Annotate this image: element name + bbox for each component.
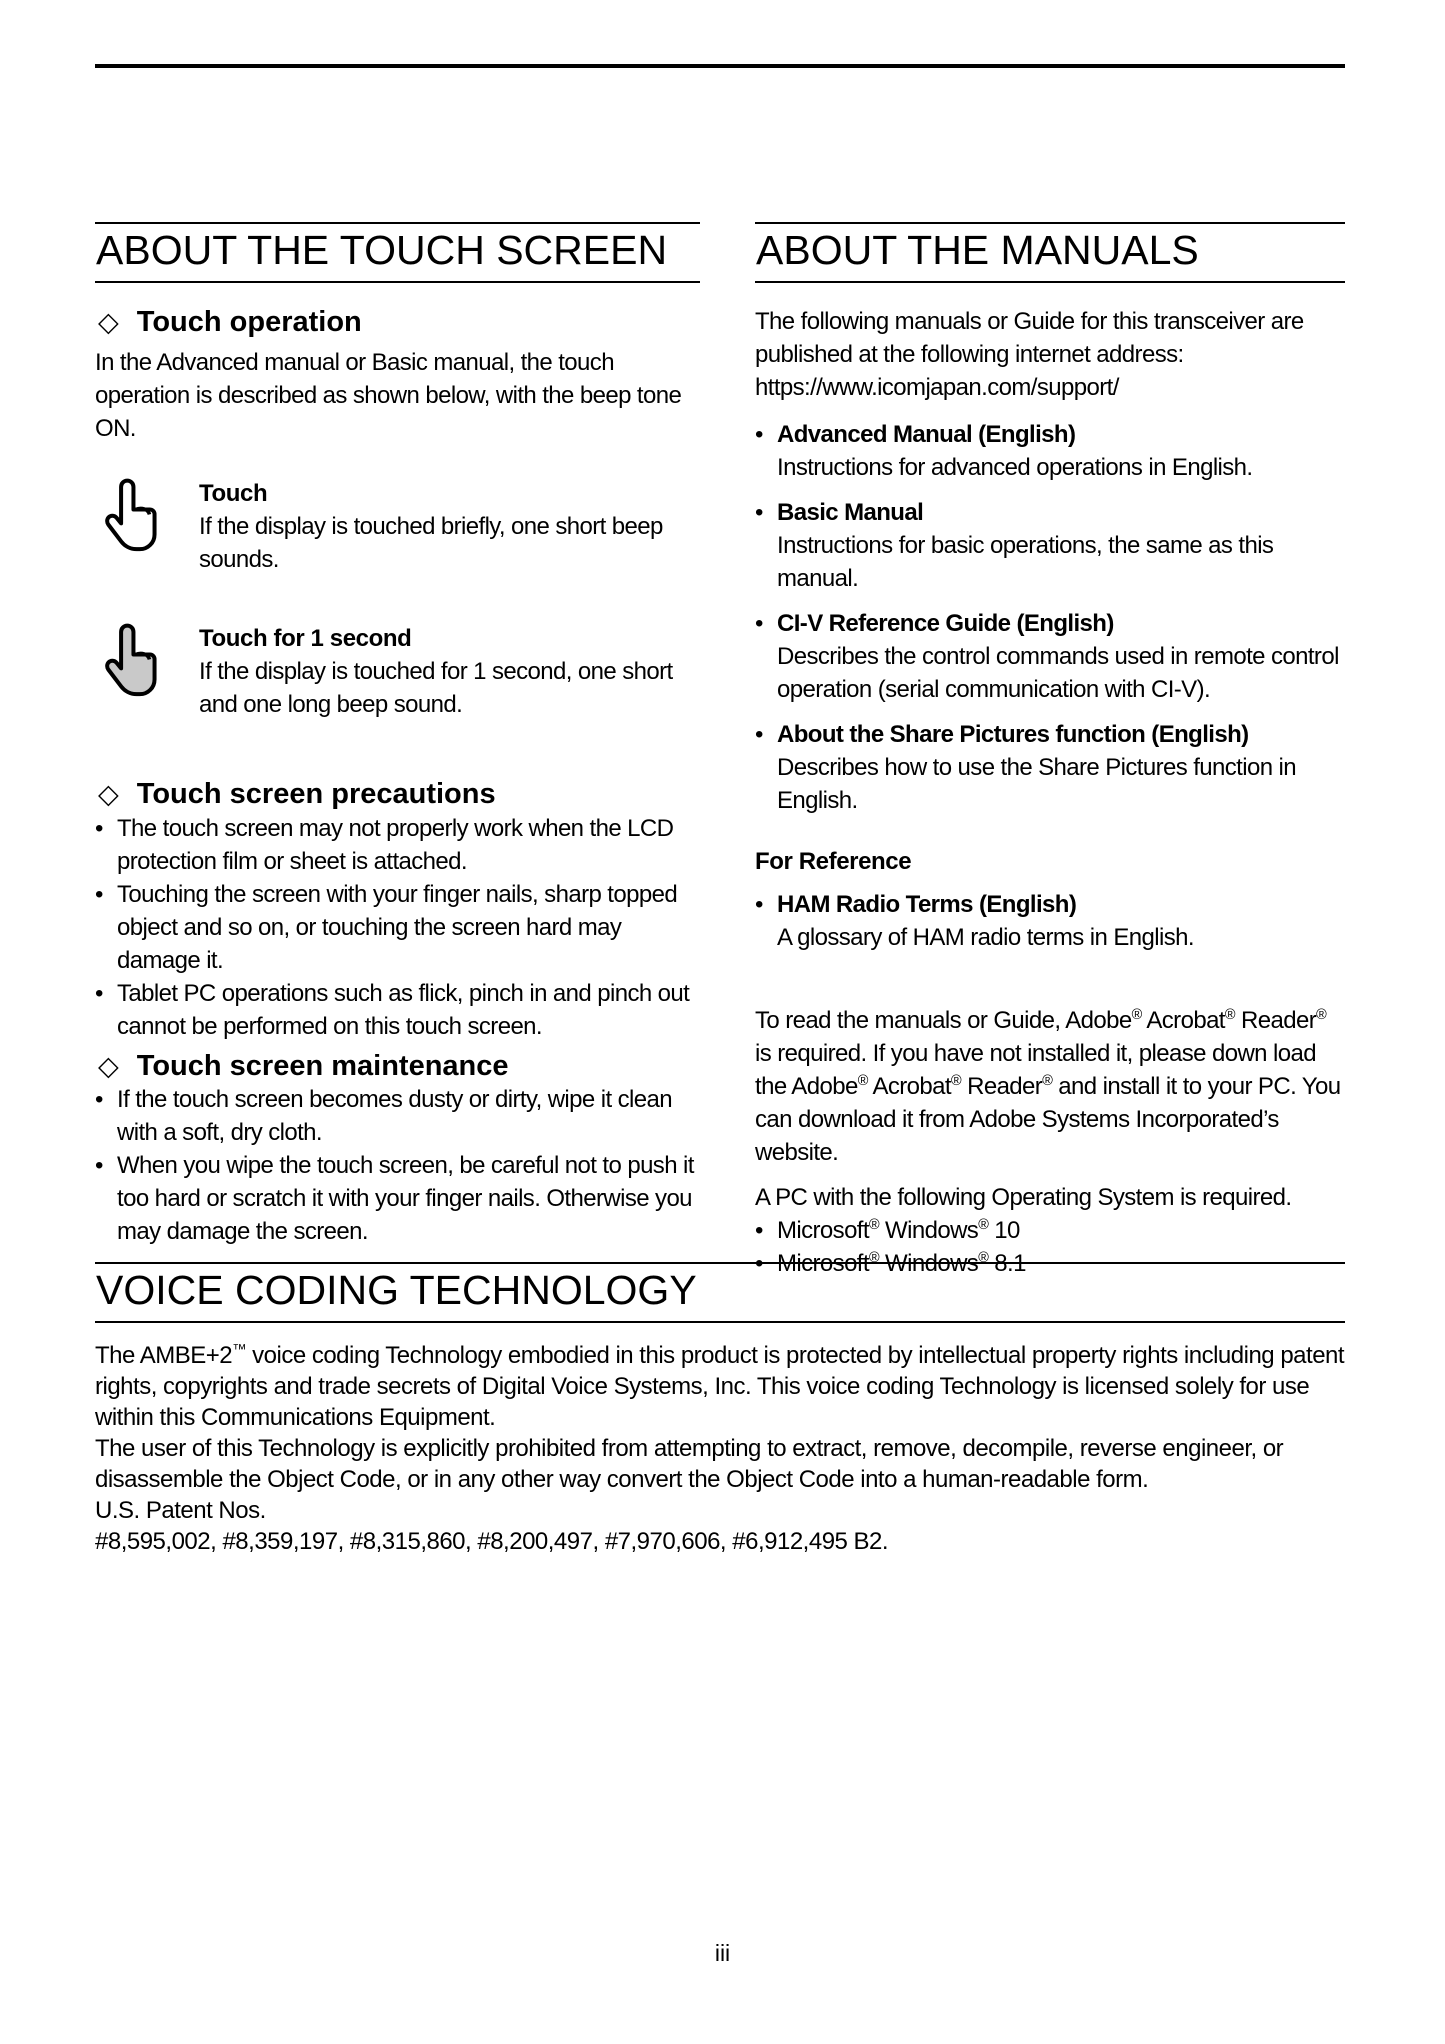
manuals-section xyxy=(755,222,1345,1280)
bullet-item xyxy=(95,1149,700,1248)
bullet-text: When you wipe the touch screen, be careful not to push it too hard or scratch it with your finger nails. Otherwise you may damage the screen. xyxy=(117,1152,694,1246)
manual-item xyxy=(755,718,1345,817)
voice-coding-paragraphs xyxy=(95,1340,1345,1557)
voice-coding-section xyxy=(95,1262,1345,1557)
touch-item xyxy=(95,477,700,576)
bullet-text: If the touch screen becomes dusty or dirty, wipe it clean with a soft, dry cloth. xyxy=(117,1086,672,1147)
os-item xyxy=(755,1214,1345,1247)
section-title-manuals: ABOUT THE MANUALS xyxy=(755,222,1345,283)
manuals-intro: The following manuals or Guide for this transceiver are published at the following internet address: xyxy=(755,307,1304,368)
touch-maintenance-heading xyxy=(95,1049,700,1084)
touch-maintenance-heading-label: Touch screen maintenance xyxy=(136,1049,509,1082)
os-item-text: Microsoft® Windows® 10 xyxy=(777,1216,1020,1244)
touch-operation-intro: In the Advanced manual or Basic manual, the touch operation is described as shown below, with the beep tone ON. xyxy=(95,348,682,442)
os-item-text: Microsoft® Windows® 8.1 xyxy=(777,1249,1026,1277)
bullet-marker: • xyxy=(755,420,763,448)
manual-desc: Describes how to use the Share Pictures function in English. xyxy=(777,753,1297,814)
bullet-marker: • xyxy=(95,880,103,908)
bullet-text: The touch screen may not properly work when the LCD protection film or sheet is attached. xyxy=(117,814,674,875)
bullet-marker: • xyxy=(755,1216,763,1244)
page-top-rule xyxy=(95,64,1345,68)
two-column-area xyxy=(95,222,1345,1280)
adobe-reader-note: To read the manuals or Guide, Adobe® Acrobat® Reader® is required. If you have not installed it, please down load the Adobe® Acrobat® Reader® and install it to your PC. You can download it from Adobe Systems Incorporated’s website. xyxy=(755,1006,1341,1166)
bullet-marker: • xyxy=(755,890,763,918)
voice-paragraph: #8,595,002, #8,359,197, #8,315,860, #8,200,497, #7,970,606, #6,912,495 B2. xyxy=(95,1527,889,1555)
manual-title-row xyxy=(755,888,1345,921)
manual-item xyxy=(755,607,1345,706)
manual-title: Advanced Manual (English) xyxy=(777,420,1076,448)
voice-paragraph: U.S. Patent Nos. xyxy=(95,1496,266,1524)
manual-item xyxy=(755,418,1345,484)
manual-desc: Instructions for basic operations, the same as this manual. xyxy=(777,531,1274,592)
touch-screen-section xyxy=(95,222,700,1280)
touch-operation-heading xyxy=(95,305,700,340)
manual-title-row xyxy=(755,418,1345,451)
touch-item-title: Touch for 1 second xyxy=(199,624,412,652)
manual-title-row xyxy=(755,718,1345,751)
bullet-marker: • xyxy=(755,1249,763,1277)
manual-title-row xyxy=(755,496,1345,529)
touch-precautions-heading-label: Touch screen precautions xyxy=(136,777,496,810)
diamond-icon: ◇ xyxy=(98,306,119,337)
page-number: iii xyxy=(714,1940,731,1966)
touch-item-text xyxy=(199,622,700,721)
diamond-icon: ◇ xyxy=(98,1050,119,1081)
bullet-marker: • xyxy=(755,720,763,748)
touch-hold-hand-icon xyxy=(105,622,167,707)
bullet-marker: • xyxy=(95,1086,103,1114)
manual-title: CI-V Reference Guide (English) xyxy=(777,609,1114,637)
bullet-marker: • xyxy=(95,979,103,1007)
bullet-item xyxy=(95,977,700,1043)
voice-paragraph: The AMBE+2™ voice coding Technology embodied in this product is protected by intellectual property rights including patent rights, copyrights and trade secrets of Digital Voice Systems, Inc. This voice coding Technology is licensed solely for use within this Communications Equipment. xyxy=(95,1341,1345,1431)
bullet-item xyxy=(95,878,700,977)
manual-desc: A glossary of HAM radio terms in English. xyxy=(777,923,1194,951)
touch-item-desc: If the display is touched briefly, one short beep sounds. xyxy=(199,512,663,573)
manual-title-row xyxy=(755,607,1345,640)
bullet-item xyxy=(95,1083,700,1149)
touch-item-text xyxy=(199,477,700,576)
bullet-text: Touching the screen with your finger nails, sharp topped object and so on, or touching the screen hard may damage it. xyxy=(117,880,678,974)
touch-item xyxy=(95,622,700,721)
support-url: https://www.icomjapan.com/support/ xyxy=(755,373,1119,401)
voice-paragraph: The user of this Technology is explicitly prohibited from attempting to extract, remove, decompile, reverse engineer, or disassemble the Object Code, or in any other way convert the Object Code into a human-readable form. xyxy=(95,1434,1284,1493)
bullet-text: Tablet PC operations such as flick, pinch in and pinch out cannot be performed on this touch screen. xyxy=(117,979,690,1040)
bullet-item xyxy=(95,812,700,878)
manual-item xyxy=(755,496,1345,595)
manual-desc: Describes the control commands used in remote control operation (serial communication with CI-V). xyxy=(777,642,1339,703)
touch-operation-heading-label: Touch operation xyxy=(136,305,362,338)
section-title-touch-screen: ABOUT THE TOUCH SCREEN xyxy=(95,222,700,283)
manual-title: HAM Radio Terms (English) xyxy=(777,890,1077,918)
touch-precautions-heading xyxy=(95,777,700,812)
os-requirement-note: A PC with the following Operating System is required. xyxy=(755,1183,1292,1211)
manual-desc: Instructions for advanced operations in English. xyxy=(777,453,1253,481)
manual-title: Basic Manual xyxy=(777,498,924,526)
diamond-icon: ◇ xyxy=(98,778,119,809)
for-reference-heading: For Reference xyxy=(755,847,912,875)
reference-item xyxy=(755,888,1345,954)
bullet-marker: • xyxy=(95,814,103,842)
touch-item-desc: If the display is touched for 1 second, one short and one long beep sound. xyxy=(199,657,673,718)
bullet-marker: • xyxy=(755,609,763,637)
touch-hand-icon xyxy=(105,477,167,562)
bullet-marker: • xyxy=(755,498,763,526)
section-title-voice-coding: VOICE CODING TECHNOLOGY xyxy=(95,1262,1345,1323)
manual-title: About the Share Pictures function (English) xyxy=(777,720,1249,748)
bullet-marker: • xyxy=(95,1152,103,1180)
touch-item-title: Touch xyxy=(199,479,268,507)
